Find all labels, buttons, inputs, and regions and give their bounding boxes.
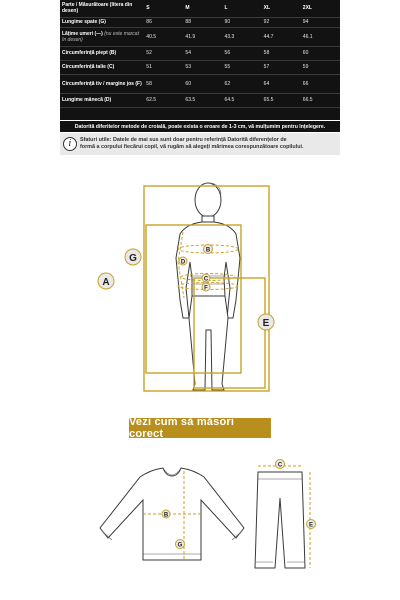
shirt-marker-G <box>176 540 185 549</box>
table-cell: 63.5 <box>183 93 222 107</box>
marker-F-label: F <box>204 285 208 292</box>
column-header: L <box>223 0 262 17</box>
pants-marker-C <box>276 460 285 469</box>
table-cell: 60 <box>183 74 222 93</box>
marker-D-label: D <box>180 259 186 266</box>
how-to-measure-banner: Vezi cum să măsori corect <box>129 418 271 438</box>
table-cell: 65.5 <box>262 93 301 107</box>
table-cell: 92 <box>262 17 301 27</box>
table-cell: 53 <box>183 60 222 74</box>
column-header: S <box>144 0 183 17</box>
row-label: Circumferință talie (C) <box>60 60 144 74</box>
table-cell: 55 <box>223 60 262 74</box>
table-cell: 57 <box>262 60 301 74</box>
table-cell: 52 <box>144 46 183 60</box>
table-cell: 44.7 <box>262 27 301 46</box>
marker-F <box>202 283 210 292</box>
table-cell: 62 <box>223 74 262 93</box>
table-cell: 58 <box>262 46 301 60</box>
marker-A-label: A <box>102 277 110 288</box>
marker-C-label: C <box>203 276 209 283</box>
column-header: XL <box>262 0 301 17</box>
marker-A <box>98 273 114 289</box>
pants-marker-E <box>307 520 316 529</box>
marker-D <box>179 257 187 266</box>
marker-G-label: G <box>129 253 137 264</box>
pants-body <box>255 472 305 568</box>
marker-B-label: B <box>205 247 211 254</box>
table-cell: 51 <box>144 60 183 74</box>
sweatshirt-body <box>100 468 244 560</box>
table-cell: 56 <box>223 46 262 60</box>
column-header: 2XL <box>301 0 340 17</box>
table-cell: 58 <box>144 74 183 93</box>
table-cell: 62.5 <box>144 93 183 107</box>
row-note: (nu este marcat în desen) <box>62 30 139 43</box>
table-cell: 54 <box>183 46 222 60</box>
table-cell: 86 <box>144 17 183 27</box>
tips-line-2: formă a corpului fiecărui copil, vă rugăm să alegeți mărimea corespunzătoare copilului. <box>80 144 304 150</box>
row-label: Circumferință tiv / margine jos (F) <box>60 74 144 93</box>
marker-E <box>258 314 274 330</box>
table-cell: 64 <box>262 74 301 93</box>
tolerance-notice: Datorită diferitelor metode de croială, poate exista o eroare de 1-3 cm, vă mulțumim pentru înțelegere. <box>60 121 340 132</box>
row-label: Lungime spate (G) <box>60 17 144 27</box>
row-label: Lungime mânecă (D) <box>60 93 144 107</box>
shirt-marker-B <box>162 510 170 519</box>
child-head <box>195 183 221 217</box>
column-header: M <box>183 0 222 17</box>
table-cell: 88 <box>183 17 222 27</box>
info-icon: i <box>63 137 77 151</box>
sweatshirt-drawing <box>100 468 244 560</box>
pants-marker-C-label: C <box>277 462 283 469</box>
pants-drawing <box>255 466 310 568</box>
row-label: Circumferință piept (B) <box>60 46 144 60</box>
table-cell: 66 <box>301 74 340 93</box>
shirt-marker-B-label: B <box>163 512 169 519</box>
table-cell: 46.1 <box>301 27 340 46</box>
table-cell: 66.5 <box>301 93 340 107</box>
column-header: Parte / Măsurătoare (litera din desen) <box>60 0 144 17</box>
shirt-marker-G-label: G <box>177 542 183 549</box>
marker-E-label: E <box>262 318 270 329</box>
child-legs <box>189 296 228 390</box>
table-cell: 94 <box>301 17 340 27</box>
marker-B <box>204 245 213 254</box>
marker-G <box>125 249 141 265</box>
table-cell: 60 <box>301 46 340 60</box>
table-cell: 64.5 <box>223 93 262 107</box>
marker-C <box>202 274 210 283</box>
pants-marker-E-label: E <box>308 522 314 529</box>
row-label-text: Lățime umeri (—) <box>62 30 103 37</box>
table-cell: 40.5 <box>144 27 183 46</box>
tips-line-1: Sfaturi utile: Datele de mai sus sunt doar pentru referință Datorită diferențelor de <box>80 137 287 143</box>
child-neck <box>202 216 214 222</box>
table-cell: 59 <box>301 60 340 74</box>
table-cell: 41.9 <box>183 27 222 46</box>
table-cell: 90 <box>223 17 262 27</box>
table-cell: 43.3 <box>223 27 262 46</box>
